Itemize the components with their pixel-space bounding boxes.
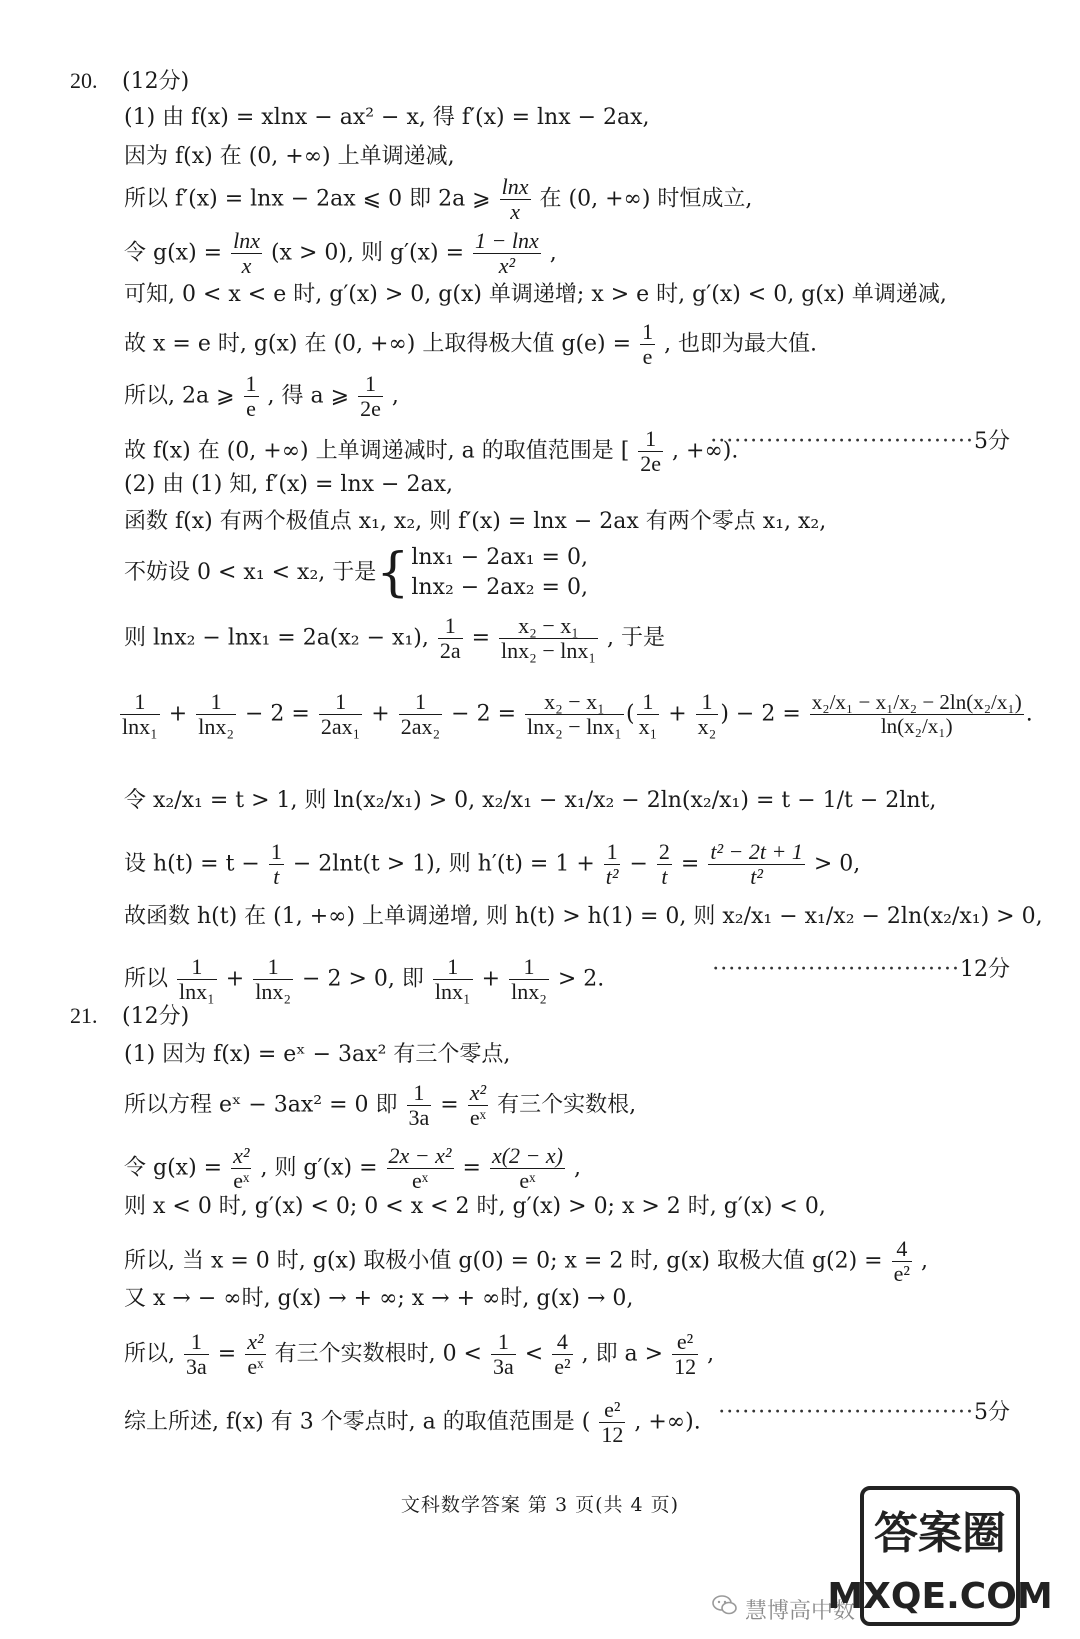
frac-den: x² — [498, 253, 516, 278]
text: 所以 — [124, 966, 169, 992]
frac-num: x² — [247, 1329, 264, 1354]
frac-num: 1 — [270, 839, 282, 864]
frac-den: 12 — [674, 1354, 697, 1379]
fraction — [473, 229, 541, 278]
frac-num: 1 — [491, 1330, 516, 1355]
text: < — [524, 1341, 544, 1367]
text: , 于是 — [607, 625, 666, 651]
fraction — [491, 1330, 516, 1379]
frac-num: x² — [233, 1143, 250, 1168]
text: , 即 a > — [581, 1341, 664, 1367]
q20-header — [70, 66, 1010, 97]
q20-p2-line8: 故函数 h(t) 在 (1, +∞) 上单调递增, 则 h(t) > h(1) = 0, 则 x₂/x₁ − x₁/x₂ − 2ln(x₂/x₁) > 0, — [124, 904, 1043, 929]
frac-den: e — [642, 344, 653, 369]
fraction — [638, 427, 663, 476]
frac-den: 2ax₁ — [320, 714, 361, 739]
q20-p2-line1: (2) 由 (1) 知, f′(x) = lnx − 2ax, — [124, 472, 453, 497]
frac-den: eˣ — [469, 1105, 486, 1130]
q21-number: 21. — [70, 1003, 98, 1028]
text: 在 (0, +∞) 时恒成立, — [539, 186, 753, 212]
q20-p1-line4 — [124, 229, 1010, 278]
frac-den: eˣ — [247, 1354, 264, 1379]
fraction — [637, 690, 660, 739]
fraction — [892, 1237, 912, 1286]
frac-den: 2a — [439, 638, 461, 663]
frac-den: lnx₂ — [255, 979, 292, 1004]
frac-num: e² — [672, 1330, 698, 1355]
text: 所以, — [124, 1341, 175, 1367]
frac-den: lnx₁ — [122, 714, 158, 739]
q20-score: (12分) — [122, 69, 190, 94]
fraction — [244, 372, 259, 421]
frac-num: 1 — [433, 955, 473, 980]
frac-num: e² — [599, 1398, 625, 1423]
text: , 得 a ⩾ — [267, 383, 350, 409]
frac-num: 1 — [637, 690, 660, 715]
frac-den: e — [246, 396, 256, 421]
fraction — [319, 690, 362, 739]
frac-num: lnx — [501, 174, 529, 199]
score-text: 5分 — [974, 1400, 1010, 1425]
score-text: 5分 — [974, 429, 1010, 454]
fraction — [640, 320, 655, 369]
frac-den: 12 — [601, 1422, 624, 1447]
q20-number: 20. — [70, 68, 98, 93]
q20-p1-line3 — [124, 175, 1010, 224]
text: 所以, 2a ⩾ — [124, 383, 235, 409]
equation-1: lnx₁ − 2ax₁ = 0, — [411, 545, 588, 570]
q21-line7 — [124, 1330, 1010, 1379]
q21-line5 — [124, 1237, 1010, 1286]
frac-den: lnx₂ — [511, 979, 547, 1004]
text: , 也即为最大值. — [664, 331, 818, 357]
text: − 2 > 0, 即 — [302, 966, 424, 992]
frac-num: 1 — [245, 371, 257, 396]
fraction — [552, 1330, 572, 1379]
text: , +∞). — [634, 1409, 701, 1435]
text: , — [549, 240, 557, 266]
fraction — [177, 955, 217, 1004]
fraction — [196, 690, 236, 739]
frac-num: x(2 − x) — [491, 1143, 563, 1168]
frac-den: e² — [893, 1261, 910, 1286]
q21-line3 — [124, 1144, 1010, 1193]
frac-num: x² — [469, 1080, 487, 1105]
frac-den: e² — [554, 1354, 571, 1379]
frac-den: t — [273, 864, 280, 889]
frac-num: 1 — [319, 690, 362, 715]
frac-den: eˣ — [411, 1168, 429, 1193]
text: 则 lnx₂ − lnx₁ = 2a(x₂ − x₁), — [124, 625, 429, 651]
frac-num: 2 — [658, 839, 670, 864]
frac-den: lnx₂ − lnx₁ — [501, 638, 597, 663]
text: , 则 g′(x) = — [260, 1155, 378, 1181]
q21-line1: (1) 因为 f(x) = eˣ − 3ax² 有三个零点, — [124, 1042, 511, 1067]
frac-num: 1 — [638, 427, 663, 452]
fraction — [358, 372, 383, 421]
fraction — [438, 614, 463, 663]
text: − — [629, 851, 648, 877]
q20-p2-line3 — [124, 543, 1010, 603]
fraction — [184, 1330, 209, 1379]
frac-num: x₂/x₁ − x₁/x₂ − 2ln(x₂/x₁) — [811, 690, 1022, 714]
text: , — [707, 1341, 715, 1367]
q20-p1-line7 — [124, 372, 1010, 421]
q21-score-1 — [718, 1398, 1010, 1428]
frac-num: x₂ − x₁ — [525, 690, 624, 715]
frac-den: lnx₁ — [179, 979, 215, 1004]
q20-p1-score — [710, 427, 1010, 457]
frac-den: eˣ — [519, 1168, 536, 1193]
text: , — [573, 1155, 581, 1181]
score-text: 12分 — [960, 957, 1010, 982]
fraction — [387, 1144, 454, 1193]
text: 令 g(x) = — [124, 240, 223, 266]
text: 不妨设 0 < x₁ < x₂, 于是 — [124, 560, 377, 585]
text: 设 h(t) = t − — [124, 851, 260, 877]
text: = — [217, 1341, 237, 1367]
frac-den: lnx₁ — [434, 979, 471, 1004]
text: 有三个实数根时, 0 < — [274, 1341, 482, 1367]
fraction — [468, 1081, 488, 1130]
frac-den: 2e — [640, 451, 662, 476]
leader-dots: ································ — [718, 1400, 974, 1425]
frac-num: 1 − lnx — [475, 228, 539, 253]
logo-top-text: 答案圈 — [874, 1508, 1006, 1559]
frac-num: 1 — [399, 690, 442, 715]
fraction — [490, 1144, 565, 1193]
text: , — [921, 1248, 928, 1274]
text: 故 x = e 时, g(x) 在 (0, +∞) 上取得极大值 g(e) = — [124, 331, 632, 357]
q20-p2-line7 — [124, 840, 1010, 889]
fraction — [120, 690, 160, 739]
frac-den: x — [510, 199, 520, 224]
q20-p2-score — [712, 955, 1010, 985]
text: = — [471, 625, 491, 651]
fraction — [399, 690, 442, 739]
q20-p2-line2: 函数 f(x) 有两个极值点 x₁, x₂, 则 f′(x) = lnx − 2ax 有两个零点 x₁, x₂, — [124, 509, 827, 534]
text: 令 g(x) = — [124, 1155, 223, 1181]
fraction — [500, 175, 531, 224]
frac-den: x₁ — [638, 714, 658, 739]
text: > 2. — [557, 966, 605, 992]
frac-den: 2e — [360, 396, 381, 421]
frac-num: 1 — [253, 955, 293, 980]
q21-header — [70, 1001, 1010, 1032]
frac-den: eˣ — [233, 1168, 250, 1193]
fraction — [231, 1144, 251, 1193]
text: 所以方程 eˣ − 3ax² = 0 即 — [124, 1092, 398, 1118]
leader-dots: ······························· — [712, 957, 960, 982]
q20-p2-line6: 令 x₂/x₁ = t > 1, 则 ln(x₂/x₁) > 0, x₂/x₁ − x₁/x₂ − 2ln(x₂/x₁) = t − 1/t − 2lnt, — [124, 788, 937, 813]
fraction — [253, 955, 293, 1004]
frac-num: lnx — [233, 228, 260, 253]
fraction — [509, 955, 549, 1004]
frac-den: x — [241, 253, 252, 278]
leader-dots: ································· — [710, 429, 974, 454]
wechat-icon — [712, 1594, 738, 1616]
fraction — [245, 1330, 265, 1379]
text: > 0, — [813, 851, 861, 877]
frac-num: 1 — [604, 840, 621, 865]
q21-line4: 则 x < 0 时, g′(x) < 0; 0 < x < 2 时, g′(x) > 0; x > 2 时, g′(x) < 0, — [124, 1194, 826, 1219]
page-footer: 文科数学答案 第 3 页(共 4 页) — [400, 1494, 680, 1516]
text: (x > 0), 则 g′(x) = — [270, 240, 465, 266]
text: 所以, 当 x = 0 时, g(x) 取极小值 g(0) = 0; x = 2 时, g(x) 取极大值 g(2) = — [124, 1248, 883, 1274]
fraction — [810, 691, 1024, 738]
frac-den: 3a — [408, 1105, 430, 1130]
frac-num: 1 — [407, 1081, 432, 1106]
q20-p2-line4 — [124, 614, 1010, 663]
frac-num: 2x − x² — [388, 1143, 452, 1168]
text: , — [391, 383, 399, 409]
frac-num: 1 — [120, 690, 160, 715]
frac-den: lnx₂ — [198, 714, 235, 739]
watermark-account: 慧博高中数 — [745, 1599, 856, 1624]
text: = — [680, 851, 700, 877]
fraction — [672, 1330, 698, 1379]
frac-den: t² — [605, 864, 619, 889]
q20-p1-line6 — [124, 320, 1010, 369]
text: 故 f(x) 在 (0, +∞) 上单调递减时, a 的取值范围是 [ — [124, 438, 630, 464]
frac-num: 4 — [892, 1237, 912, 1262]
q21-line6: 又 x → − ∞时, g(x) → + ∞; x → + ∞时, g(x) → 0, — [124, 1286, 634, 1311]
watermark-logo — [827, 1486, 1053, 1626]
fraction — [657, 840, 672, 889]
fraction — [499, 614, 598, 663]
frac-num: 1 — [438, 614, 463, 639]
fraction — [525, 690, 624, 739]
fraction — [407, 1081, 432, 1130]
fraction — [231, 229, 262, 278]
frac-den: lnx₂ − lnx₁ — [527, 714, 622, 739]
frac-num: 1 — [177, 955, 217, 980]
q20-p1-line5: 可知, 0 < x < e 时, g′(x) > 0, g(x) 单调递增; x > e 时, g′(x) < 0, g(x) 单调递减, — [124, 282, 947, 307]
frac-num: t² − 2t + 1 — [710, 839, 803, 864]
frac-den: 3a — [493, 1354, 514, 1379]
text: 有三个实数根, — [497, 1092, 637, 1118]
fraction — [604, 840, 621, 889]
fraction — [269, 840, 284, 889]
frac-den: 2ax₂ — [400, 714, 441, 739]
frac-den: 3a — [186, 1354, 207, 1379]
text: 所以 f′(x) = lnx − 2ax ⩽ 0 即 2a ⩾ — [124, 186, 491, 212]
q20-p1-line2: 因为 f(x) 在 (0, +∞) 上单调递减, — [124, 144, 455, 169]
q21-line2 — [124, 1081, 1010, 1130]
frac-num: 1 — [509, 955, 549, 980]
frac-num: 1 — [196, 690, 236, 715]
frac-num: 4 — [552, 1330, 572, 1355]
equation-2: lnx₂ − 2ax₂ = 0, — [411, 575, 588, 600]
frac-num: x₂ − x₁ — [499, 614, 598, 639]
text: 综上所述, f(x) 有 3 个零点时, a 的取值范围是 ( — [124, 1409, 591, 1435]
brace-icon: { — [376, 543, 410, 603]
logo-bottom-text: MXQE.COM — [827, 1576, 1053, 1617]
equation-system — [411, 543, 588, 603]
q20-p2-line5: $\frac{1}{\text{lnx₁}}$ + $\frac{1}{\text{lnx₂}}$ − 2 = $\frac{1}{\text{2ax₁}}$ + $\frac{1}{\text{2ax₂}}$ − 2 = $\frac{\text{x₂ − x₁}}{\text{lnx₂ − lnx₁}}$ ( $\frac{1}{\text{x₁}}$ + $\frac{1}{\text{x₂}}$ ) − 2 = $\frac{\text{x₂/x₁ − x₁/x₂ − 2ln(x₂/x₁)}}{\text{ln(x₂/x₁)}}$ . — [122, 689, 1033, 739]
fraction — [433, 955, 473, 1004]
q21-score: (12分) — [122, 1004, 190, 1029]
text: − 2lnt(t > 1), 则 h′(t) = 1 + — [292, 851, 595, 877]
fraction — [696, 690, 719, 739]
frac-num: 1 — [358, 372, 383, 397]
frac-den: t² — [750, 864, 763, 889]
q20-p2-line9: 所以 $\frac{1}{\text{lnx₁}}$ + $\frac{1}{\text{lnx₂}}$ − 2 > 0, 即 $\frac{1}{\text{lnx₁}}$ + $\frac{1}{\text{lnx₂}}$ > 2. — [124, 954, 605, 1004]
fraction — [708, 840, 805, 889]
text: = — [462, 1155, 481, 1181]
frac-den: ln(x₂/x₁) — [880, 714, 953, 738]
fraction — [599, 1398, 625, 1447]
frac-num: 1 — [642, 319, 654, 344]
frac-den: t — [661, 864, 668, 889]
frac-num: 1 — [696, 690, 719, 715]
frac-num: 1 — [184, 1330, 209, 1355]
frac-den: x₂ — [697, 714, 717, 739]
text: , +∞). — [672, 438, 739, 464]
text: = — [440, 1092, 459, 1118]
q20-p1-intro: (1) 由 f(x) = xlnx − ax² − x, 得 f′(x) = lnx − 2ax, — [124, 105, 650, 130]
